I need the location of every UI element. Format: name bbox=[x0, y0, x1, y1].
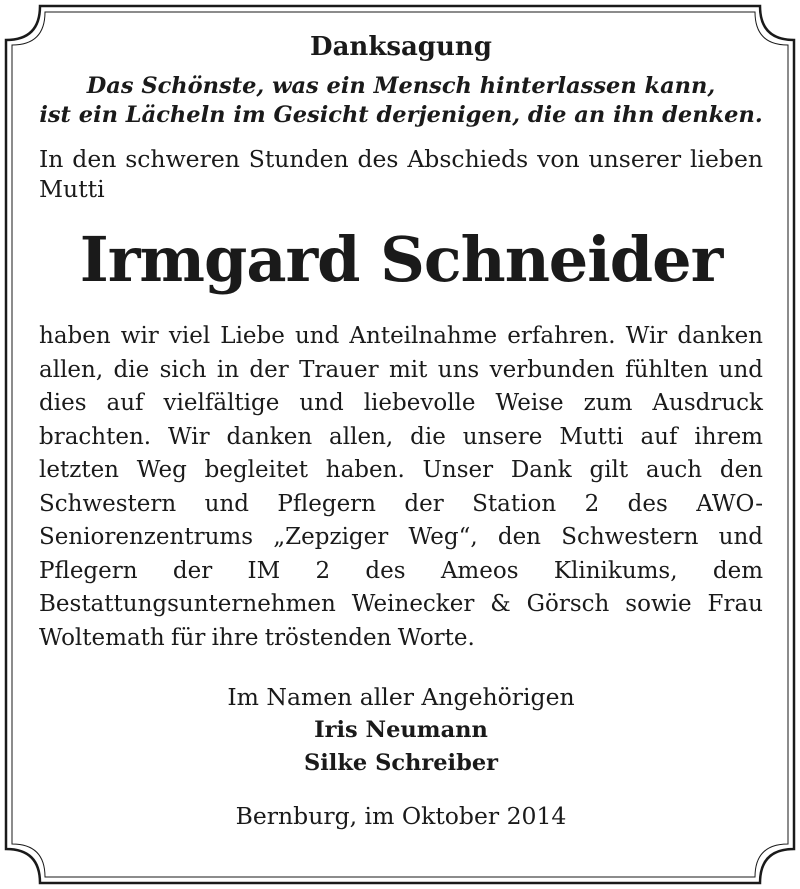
signatory-name: Iris Neumann bbox=[314, 717, 488, 743]
signatory-name: Silke Schreiber bbox=[303, 750, 498, 776]
notice-heading: Danksagung bbox=[310, 32, 492, 62]
thanks-paragraph: haben wir viel Liebe und Anteilnahme erfahren. Wir danken allen, die sich in der Trauer mit uns verbunden fühlten und dies auf vielfältige und liebevolle Weise zum Ausdruck brachten. Wir danken allen, die unsere Mutti auf ihrem letzten Weg begleitet haben. Unser Dank gilt auch den Schwestern und Pflegern der Station 2 des AWO-Seniorenzentrums „Zepziger Weg“, den Schwestern und Pflegern der IM 2 des Ameos Klinikums, dem Bestattungsunternehmen Weinecker & Görsch sowie Frau Woltemath für ihre tröstenden Worte. bbox=[39, 323, 763, 651]
sign-off-line: Im Namen aller Angehörigen bbox=[227, 683, 575, 711]
place-and-date: Bernburg, im Oktober 2014 bbox=[235, 802, 567, 830]
motto-quote bbox=[39, 72, 763, 130]
deceased-name: Irmgard Schneider bbox=[79, 223, 723, 296]
motto-line: Das Schönste, was ein Mensch hinterlassen kann, bbox=[86, 73, 716, 99]
intro-text: In den schweren Stunden des Abschieds von unserer lieben Mutti bbox=[39, 145, 763, 203]
motto-line: ist ein Lächeln im Gesicht derjenigen, die an ihn denken. bbox=[39, 102, 763, 128]
obituary-notice bbox=[39, 30, 763, 833]
